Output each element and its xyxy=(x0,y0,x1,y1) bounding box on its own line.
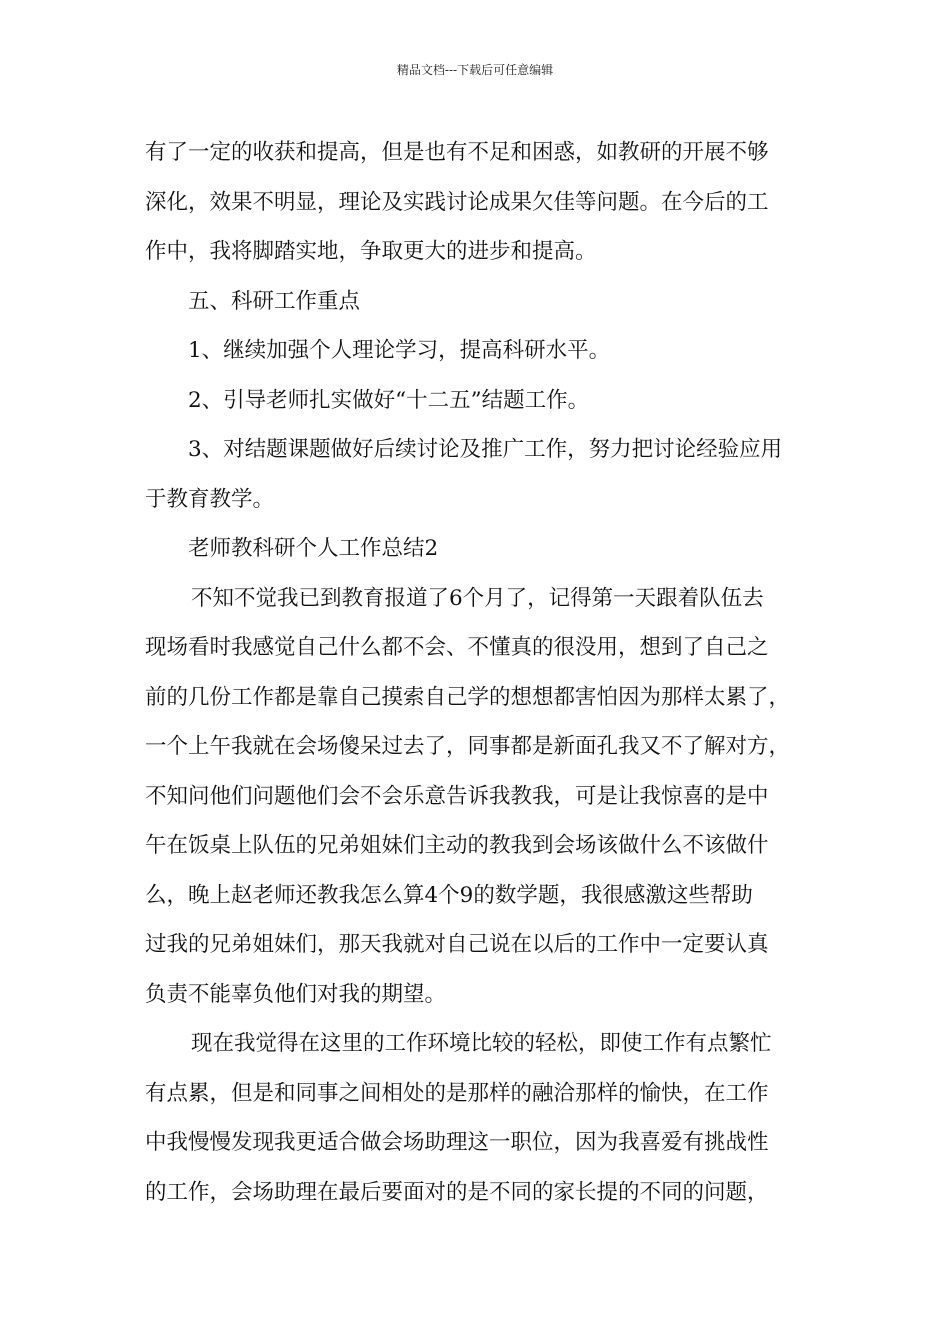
text-line: 于教育教学。 xyxy=(145,486,275,512)
text-line: 么，晚上赵老师还教我怎么算4个9的数学题，我很感激这些帮助 xyxy=(145,882,753,908)
page-header: 精品文档---下载后可任意编辑 xyxy=(396,63,554,77)
section-heading: 五、科研工作重点 xyxy=(188,288,361,314)
text-line: 中我慢慢发现我更适合做会场助理这一职位，因为我喜爱有挑战性 xyxy=(145,1130,769,1155)
list-item: 3、对结题课题做好后续讨论及推广工作，努力把讨论经验应用 xyxy=(188,437,783,462)
text-line: 现场看时我感觉自己什么都不会、不懂真的很没用，想到了自己之 xyxy=(145,635,769,660)
paragraph-start: 不知不觉我已到教育报道了6个月了，记得第一天跟着队伍去 xyxy=(191,585,764,611)
list-item: 1、继续加强个人理论学习，提高科研水平。 xyxy=(188,338,611,363)
text-line: 午在饭桌上队伍的兄弟姐妹们主动的教我到会场该做什么不该做什 xyxy=(145,833,769,858)
paragraph-start: 现在我觉得在这里的工作环境比较的轻松，即使工作有点繁忙 xyxy=(191,1031,772,1056)
text-line: 有点累，但是和同事之间相处的是那样的融洽那样的愉快，在工作 xyxy=(145,1080,769,1106)
text-line: 负责不能辜负他们对我的期望。 xyxy=(145,981,447,1007)
list-item: 2、引导老师扎实做好“十二五”结题工作。 xyxy=(188,387,590,413)
text-line: 前的几份工作都是靠自己摸索自己学的想想都害怕因为那样太累了， xyxy=(145,684,791,710)
text-line: 有了一定的收获和提高，但是也有不足和困惑，如教研的开展不够 xyxy=(145,140,769,165)
text-line: 的工作，会场助理在最后要面对的是不同的家长提的不同的问题， xyxy=(145,1179,769,1205)
text-line: 深化，效果不明显，理论及实践讨论成果欠佳等问题。在今后的工 xyxy=(145,189,769,215)
text-line: 过我的兄弟姐妹们，那天我就对自己说在以后的工作中一定要认真 xyxy=(145,932,769,957)
text-line: 作中，我将脚踏实地，争取更大的进步和提高。 xyxy=(145,239,597,264)
text-line: 不知问他们问题他们会不会乐意告诉我教我，可是让我惊喜的是中 xyxy=(145,783,769,809)
document-body xyxy=(145,128,825,1217)
text-line: 一个上午我就在会场傻呆过去了，同事都是新面孔我又不了解对方， xyxy=(145,734,791,759)
document-subtitle: 老师教科研个人工作总结2 xyxy=(188,536,439,561)
